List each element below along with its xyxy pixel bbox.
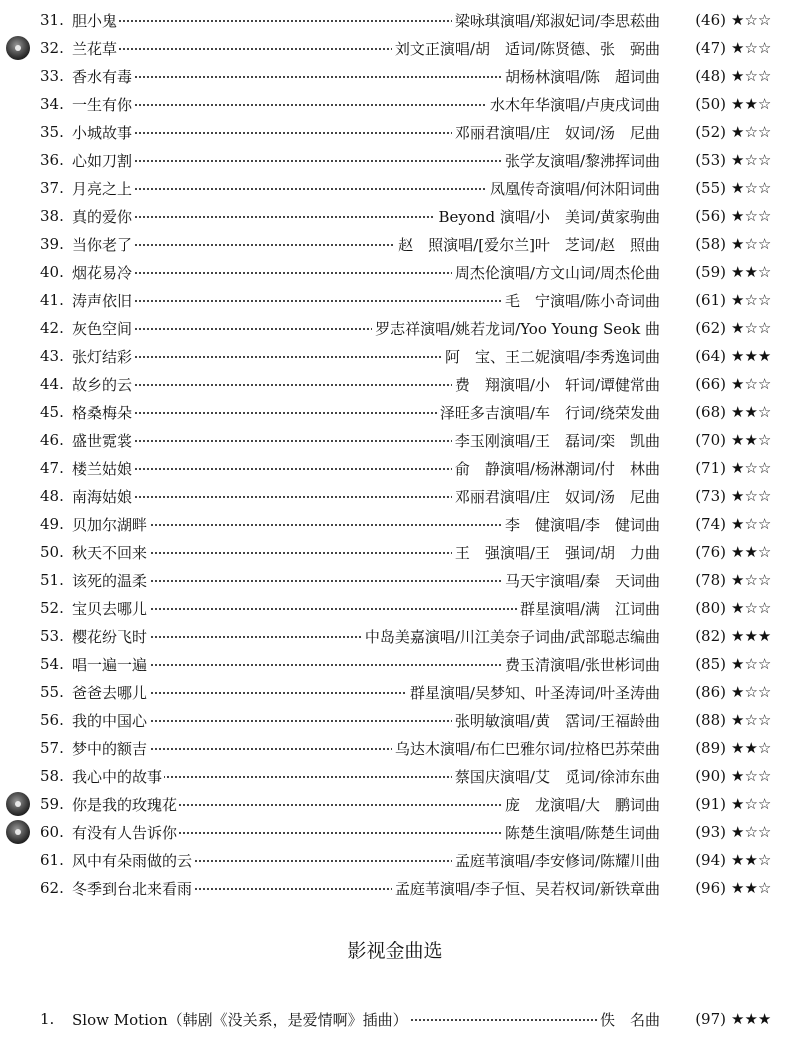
page-number: (53): [695, 151, 726, 169]
song-number: 62.: [40, 879, 64, 897]
song-number: 48.: [40, 487, 64, 505]
page-number: (47): [695, 39, 726, 57]
song-entry[interactable]: [0, 426, 790, 454]
song-title: 唱一遍一遍: [72, 655, 148, 674]
song-title: 爸爸去哪儿: [72, 683, 148, 702]
difficulty-rating: ★☆☆: [731, 123, 772, 141]
page-number: (94): [695, 851, 726, 869]
cd-disc-icon: [6, 792, 30, 816]
page-number: (59): [695, 263, 726, 281]
difficulty-rating: ★☆☆: [731, 599, 772, 617]
song-number: 45.: [40, 403, 64, 421]
song-number: 39.: [40, 235, 64, 253]
song-entry[interactable]: [0, 62, 790, 90]
page-number: (50): [695, 95, 726, 113]
page-number: (96): [695, 879, 726, 897]
song-entry[interactable]: [0, 594, 790, 622]
song-credits: 乌达木演唱/布仁巴雅尔词/拉格巴苏荣曲: [392, 738, 660, 759]
difficulty-rating: ★☆☆: [731, 823, 772, 841]
song-title: 真的爱你: [72, 207, 133, 226]
page-number: (80): [695, 599, 726, 617]
difficulty-rating: ★☆☆: [731, 151, 772, 169]
song-number: 34.: [40, 95, 64, 113]
song-number: 31.: [40, 11, 64, 29]
song-credits: Beyond 演唱/小 美词/黄家驹曲: [435, 206, 660, 227]
song-title: 一生有你: [72, 95, 133, 114]
song-entry[interactable]: [0, 510, 790, 538]
song-number: 50.: [40, 543, 64, 561]
song-number: 61.: [40, 851, 64, 869]
song-entry[interactable]: [0, 1005, 790, 1033]
song-number: 60.: [40, 823, 64, 841]
song-credits: 胡杨林演唱/陈 超词曲: [502, 66, 660, 87]
song-title: 你是我的玫瑰花: [72, 795, 178, 814]
song-credits: 罗志祥演唱/姚若龙词/Yoo Young Seok 曲: [372, 318, 660, 339]
page-number: (58): [695, 235, 726, 253]
song-credits: 蔡国庆演唱/艾 觅词/徐沛东曲: [452, 766, 660, 787]
difficulty-rating: ★☆☆: [731, 795, 772, 813]
song-credits: 张明敏演唱/黄 霑词/王福龄曲: [452, 710, 660, 731]
song-credits: 费 翔演唱/小 轩词/谭健常曲: [452, 374, 660, 395]
song-entry[interactable]: [0, 706, 790, 734]
song-number: 43.: [40, 347, 64, 365]
song-entry[interactable]: [0, 818, 790, 846]
section-heading: 影视金曲选: [347, 940, 443, 962]
song-credits: 李玉刚演唱/王 磊词/栾 凯曲: [452, 430, 660, 451]
song-number: 38.: [40, 207, 64, 225]
song-title: 涛声依旧: [72, 291, 133, 310]
song-credits: 陈楚生演唱/陈楚生词曲: [502, 822, 660, 843]
song-number: 54.: [40, 655, 64, 673]
page-number: (68): [695, 403, 726, 421]
difficulty-rating: ★☆☆: [731, 767, 772, 785]
song-title: 该死的温柔: [72, 571, 148, 590]
song-title: 香水有毒: [72, 67, 133, 86]
song-number: 53.: [40, 627, 64, 645]
difficulty-rating: ★★☆: [731, 95, 772, 113]
song-number: 59.: [40, 795, 64, 813]
page-number: (62): [695, 319, 726, 337]
song-entry[interactable]: [0, 874, 790, 902]
page-number: (71): [695, 459, 726, 477]
page-number: (52): [695, 123, 726, 141]
song-number: 1.: [40, 1010, 55, 1028]
difficulty-rating: ★★☆: [731, 739, 772, 757]
song-entry[interactable]: [0, 202, 790, 230]
song-credits: 梁咏琪演唱/郑淑妃词/李思菘曲: [452, 10, 660, 31]
song-entry[interactable]: [0, 678, 790, 706]
song-title: 宝贝去哪儿: [72, 599, 148, 618]
song-credits: 费玉清演唱/张世彬词曲: [502, 654, 660, 675]
page-number: (55): [695, 179, 726, 197]
song-entry[interactable]: [0, 230, 790, 258]
page-number: (85): [695, 655, 726, 673]
song-credits: 泽旺多吉演唱/车 行词/绕荣发曲: [437, 402, 660, 423]
song-title: 月亮之上: [72, 179, 133, 198]
page-number: (97): [695, 1010, 726, 1028]
page-number: (70): [695, 431, 726, 449]
song-entry[interactable]: [0, 286, 790, 314]
page-number: (89): [695, 739, 726, 757]
song-credits: 阿 宝、王二妮演唱/李秀逸词曲: [442, 346, 660, 367]
song-number: 40.: [40, 263, 64, 281]
page-number: (74): [695, 515, 726, 533]
song-entry[interactable]: [0, 734, 790, 762]
song-credits: 俞 静演唱/杨淋潮词/付 林曲: [452, 458, 660, 479]
difficulty-rating: ★☆☆: [731, 11, 772, 29]
song-entry[interactable]: [0, 846, 790, 874]
song-number: 46.: [40, 431, 64, 449]
page-number: (56): [695, 207, 726, 225]
song-number: 41.: [40, 291, 64, 309]
song-number: 35.: [40, 123, 64, 141]
song-entry[interactable]: [0, 790, 790, 818]
song-title: 南海姑娘: [72, 487, 133, 506]
difficulty-rating: ★☆☆: [731, 235, 772, 253]
song-entry[interactable]: [0, 566, 790, 594]
difficulty-rating: ★★★: [731, 1010, 772, 1028]
song-credits: 孟庭苇演唱/李安修词/陈耀川曲: [452, 850, 660, 871]
song-title: 盛世霓裳: [72, 431, 133, 450]
song-entry[interactable]: [0, 650, 790, 678]
difficulty-rating: ★☆☆: [731, 39, 772, 57]
difficulty-rating: ★☆☆: [731, 67, 772, 85]
song-credits: 庞 龙演唱/大 鹏词曲: [502, 794, 660, 815]
song-title: 我心中的故事: [72, 767, 163, 786]
song-number: 51.: [40, 571, 64, 589]
difficulty-rating: ★★☆: [731, 851, 772, 869]
cd-disc-icon: [6, 36, 30, 60]
song-credits: 邓丽君演唱/庄 奴词/汤 尼曲: [452, 122, 660, 143]
song-entry[interactable]: [0, 342, 790, 370]
song-title: 格桑梅朵: [72, 403, 133, 422]
song-credits: 群星演唱/吴梦知、叶圣涛词/叶圣涛曲: [407, 682, 660, 703]
song-number: 56.: [40, 711, 64, 729]
page-number: (88): [695, 711, 726, 729]
difficulty-rating: ★☆☆: [731, 375, 772, 393]
song-entry[interactable]: [0, 538, 790, 566]
song-credits: 张学友演唱/黎沸挥词曲: [502, 150, 660, 171]
difficulty-rating: ★☆☆: [731, 487, 772, 505]
difficulty-rating: ★★☆: [731, 543, 772, 561]
song-entry[interactable]: [0, 314, 790, 342]
song-entry[interactable]: [0, 454, 790, 482]
song-credits: 佚 名曲: [597, 1009, 660, 1030]
page-number: (48): [695, 67, 726, 85]
song-title: 有没有人告诉你: [72, 823, 178, 842]
song-credits: 群星演唱/满 江词曲: [517, 598, 660, 619]
song-credits: 中岛美嘉演唱/川江美奈子词曲/武部聪志编曲: [362, 626, 660, 647]
song-title: Slow Motion（韩剧《没关系，是爱情啊》插曲）: [72, 1010, 408, 1029]
page-number: (93): [695, 823, 726, 841]
difficulty-rating: ★★☆: [731, 263, 772, 281]
song-entry[interactable]: [0, 622, 790, 650]
song-title: 胆小鬼: [72, 11, 118, 30]
difficulty-rating: ★☆☆: [731, 515, 772, 533]
song-title: 灰色空间: [72, 319, 133, 338]
song-number: 44.: [40, 375, 64, 393]
page-number: (64): [695, 347, 726, 365]
song-title: 兰花草: [72, 39, 118, 58]
song-title: 心如刀割: [72, 151, 133, 170]
song-number: 36.: [40, 151, 64, 169]
song-number: 33.: [40, 67, 64, 85]
page-number: (76): [695, 543, 726, 561]
song-entry[interactable]: [0, 34, 790, 62]
song-title: 梦中的额吉: [72, 739, 148, 758]
difficulty-rating: ★★☆: [731, 431, 772, 449]
song-entry[interactable]: [0, 762, 790, 790]
song-title: 楼兰姑娘: [72, 459, 133, 478]
song-credits: 周杰伦演唱/方文山词/周杰伦曲: [452, 262, 660, 283]
song-entry[interactable]: [0, 482, 790, 510]
song-credits: 毛 宁演唱/陈小奇词曲: [502, 290, 660, 311]
song-number: 32.: [40, 39, 64, 57]
difficulty-rating: ★★☆: [731, 403, 772, 421]
song-title: 风中有朵雨做的云: [72, 851, 193, 870]
page-number: (73): [695, 487, 726, 505]
song-credits: 刘文正演唱/胡 适词/陈贤德、张 弼曲: [392, 38, 660, 59]
song-title: 张灯结彩: [72, 347, 133, 366]
difficulty-rating: ★★☆: [731, 879, 772, 897]
song-credits: 孟庭苇演唱/李子恒、吴若权词/新铁章曲: [392, 878, 660, 899]
page-number: (61): [695, 291, 726, 309]
song-entry[interactable]: [0, 118, 790, 146]
cd-disc-icon: [6, 820, 30, 844]
song-number: 47.: [40, 459, 64, 477]
song-credits: 马天宇演唱/秦 天词曲: [502, 570, 660, 591]
difficulty-rating: ★☆☆: [731, 207, 772, 225]
song-number: 57.: [40, 739, 64, 757]
song-number: 58.: [40, 767, 64, 785]
song-credits: 凤凰传奇演唱/何沐阳词曲: [487, 178, 660, 199]
page-number: (78): [695, 571, 726, 589]
song-title: 樱花纷飞时: [72, 627, 148, 646]
song-credits: 水木年华演唱/卢庚戌词曲: [487, 94, 660, 115]
song-title: 秋天不回来: [72, 543, 148, 562]
song-entry[interactable]: [0, 398, 790, 426]
song-title: 当你老了: [72, 235, 133, 254]
song-number: 49.: [40, 515, 64, 533]
page-number: (90): [695, 767, 726, 785]
song-title: 小城故事: [72, 123, 133, 142]
song-entry[interactable]: [0, 174, 790, 202]
page-number: (46): [695, 11, 726, 29]
song-credits: 邓丽君演唱/庄 奴词/汤 尼曲: [452, 486, 660, 507]
page-number: (91): [695, 795, 726, 813]
song-entry[interactable]: [0, 90, 790, 118]
difficulty-rating: ★☆☆: [731, 319, 772, 337]
song-credits: 王 强演唱/王 强词/胡 力曲: [452, 542, 660, 563]
song-credits: 赵 照演唱/[爱尔兰]叶 芝词/赵 照曲: [395, 234, 660, 255]
difficulty-rating: ★☆☆: [731, 291, 772, 309]
difficulty-rating: ★☆☆: [731, 711, 772, 729]
difficulty-rating: ★☆☆: [731, 179, 772, 197]
song-number: 52.: [40, 599, 64, 617]
song-number: 55.: [40, 683, 64, 701]
difficulty-rating: ★☆☆: [731, 683, 772, 701]
difficulty-rating: ★★★: [731, 347, 772, 365]
difficulty-rating: ★☆☆: [731, 571, 772, 589]
page-number: (82): [695, 627, 726, 645]
song-entry[interactable]: [0, 370, 790, 398]
song-entry[interactable]: [0, 6, 790, 34]
song-credits: 李 健演唱/李 健词曲: [502, 514, 660, 535]
song-number: 42.: [40, 319, 64, 337]
page-number: (66): [695, 375, 726, 393]
difficulty-rating: ★☆☆: [731, 655, 772, 673]
song-title: 贝加尔湖畔: [72, 515, 148, 534]
difficulty-rating: ★★★: [731, 627, 772, 645]
song-entry[interactable]: [0, 146, 790, 174]
song-title: 烟花易冷: [72, 263, 133, 282]
song-number: 37.: [40, 179, 64, 197]
difficulty-rating: ★☆☆: [731, 459, 772, 477]
song-title: 我的中国心: [72, 711, 148, 730]
song-title: 故乡的云: [72, 375, 133, 394]
page-number: (86): [695, 683, 726, 701]
song-title: 冬季到台北来看雨: [72, 879, 193, 898]
song-entry[interactable]: [0, 258, 790, 286]
